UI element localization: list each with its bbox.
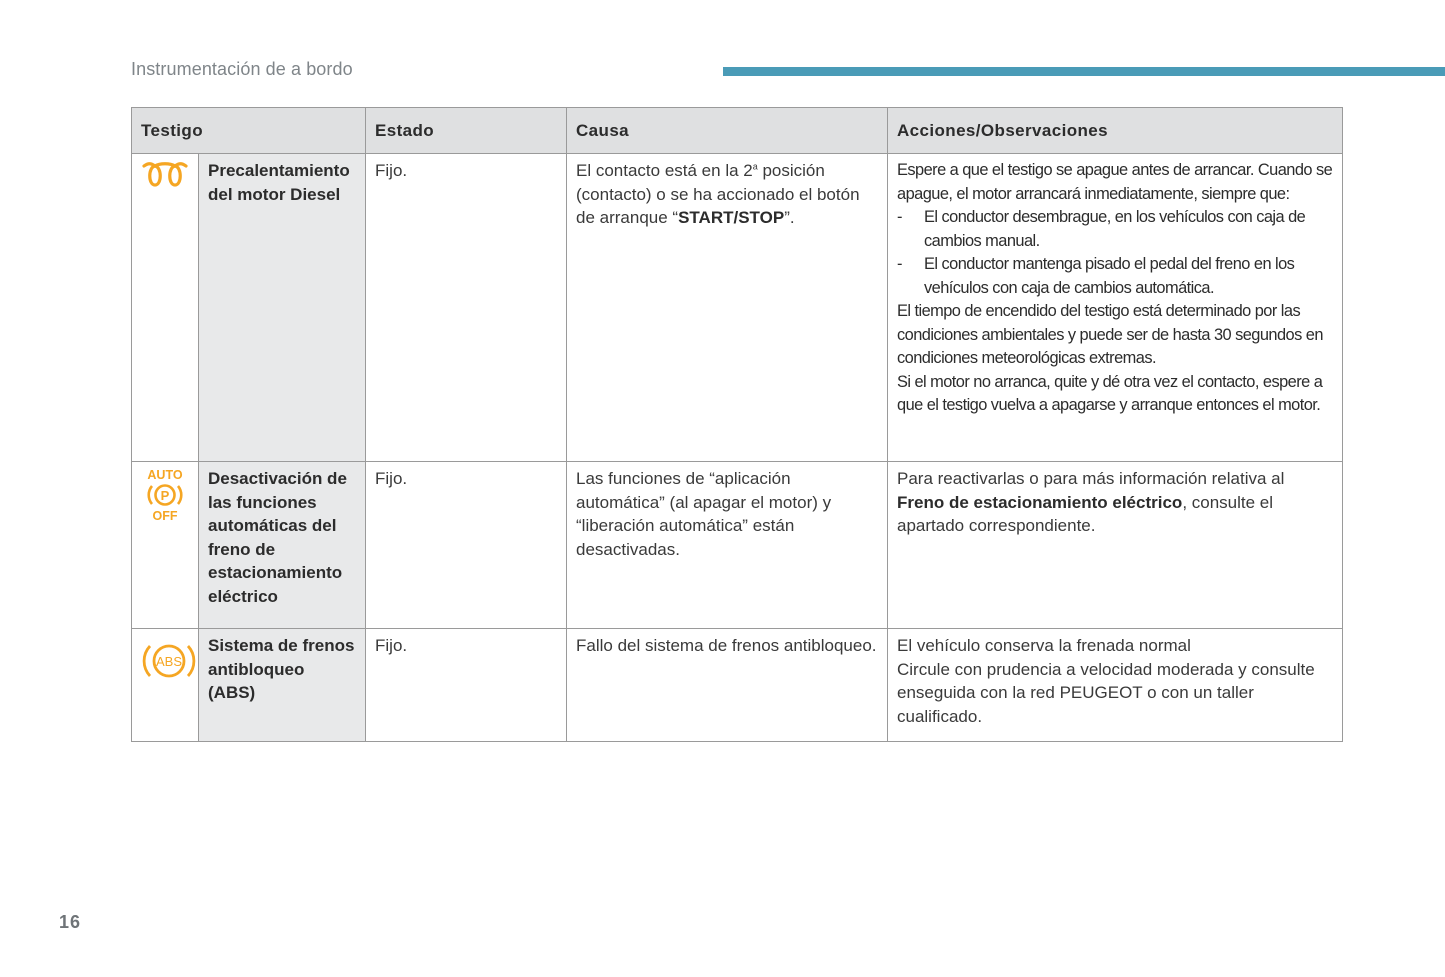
svg-text:AUTO: AUTO	[147, 468, 183, 482]
icon-cell	[132, 629, 199, 742]
column-header-causa: Causa	[567, 108, 888, 154]
page-number: 16	[59, 912, 82, 932]
warning-lights-table	[131, 107, 1343, 742]
list-item: - El conductor mantenga pisado el pedal del freno en los vehículos con caja de cambios automática.	[897, 255, 1295, 297]
warning-name: Desactivación de las funciones automáticas del freno de estacionamiento eléctrico	[199, 462, 366, 629]
acciones-line: El vehículo conserva la frenada normal	[897, 636, 1191, 655]
column-header-testigo: Testigo	[132, 108, 366, 154]
icon-cell	[132, 462, 199, 629]
causa-cell: Las funciones de “aplicación automática” (al apagar el motor) y “liberación automática” están desactivadas.	[567, 462, 888, 629]
table-header-row	[132, 108, 1343, 154]
estado-cell: Fijo.	[366, 462, 567, 629]
estado-cell: Fijo.	[366, 629, 567, 742]
svg-text:P: P	[160, 488, 170, 503]
table-row	[132, 154, 1343, 462]
icon-cell	[132, 154, 199, 462]
abs-icon	[141, 638, 189, 684]
column-header-acciones: Acciones/Observaciones	[888, 108, 1343, 154]
acciones-cell	[888, 154, 1343, 462]
acciones-paragraph: El tiempo de encendido del testigo está determinado por las condiciones ambientales y puede ser de hasta 30 segundos en condiciones meteorológicas extremas.	[897, 302, 1323, 367]
list-item: - El conductor desembrague, en los vehículos con caja de cambios manual.	[897, 208, 1306, 250]
causa-cell: Fallo del sistema de frenos antibloqueo.	[567, 629, 888, 742]
svg-text:OFF: OFF	[152, 509, 178, 522]
acciones-line: Circule con prudencia a velocidad moderada y consulte enseguida con la red PEUGEOT o con un taller cualificado.	[897, 659, 1315, 726]
table-row	[132, 629, 1343, 742]
warning-name: Precalentamiento del motor Diesel	[199, 154, 366, 462]
table-row	[132, 462, 1343, 629]
section-title: Instrumentación de a bordo	[131, 59, 353, 79]
svg-text:ABS: ABS	[155, 654, 183, 669]
acciones-intro: Espere a que el testigo se apague antes de arrancar. Cuando se apague, el motor arrancará inmediatamente, siempre que:	[897, 161, 1333, 203]
acciones-cell: Para reactivarlas o para más información relativa al Freno de estacionamiento eléctrico, consulte el apartado correspondiente.	[888, 462, 1343, 629]
auto-parking-brake-off-icon	[141, 468, 189, 522]
estado-cell: Fijo.	[366, 154, 567, 462]
column-header-estado: Estado	[366, 108, 567, 154]
glow-plug-icon	[141, 159, 189, 189]
warning-name: Sistema de frenos antibloqueo (ABS)	[199, 629, 366, 742]
acciones-cell	[888, 629, 1343, 742]
causa-cell: El contacto está en la 2$^a$ posición (contacto) o se ha accionado el botón de arranque “START/STOP”.	[567, 154, 888, 462]
header-accent-bar	[723, 67, 1445, 76]
acciones-paragraph: Si el motor no arranca, quite y dé otra vez el contacto, espere a que el testigo vuelva a apagarse y arranque entonces el motor.	[897, 372, 1323, 414]
